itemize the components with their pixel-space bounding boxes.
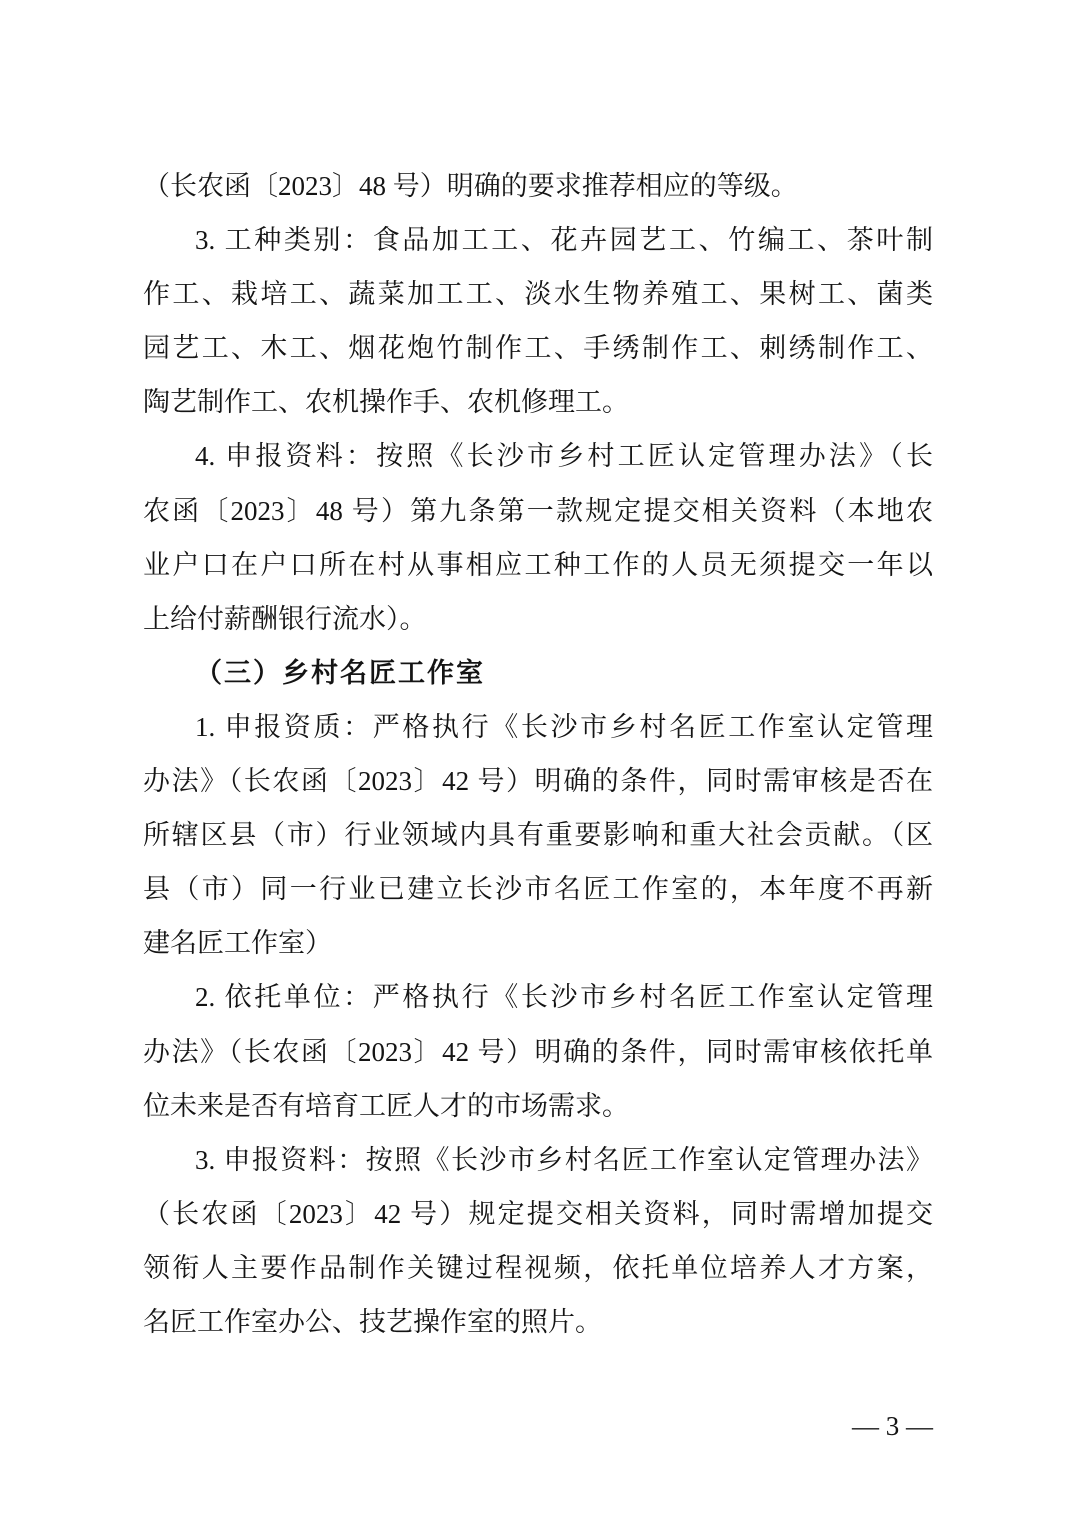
- text-line: 位未来是否有培育工匠人才的市场需求。: [143, 1090, 629, 1121]
- text-line: （长农函〔2023〕42 号）规定提交相关资料，同时需增加提交: [143, 1198, 933, 1229]
- text-line: 农函〔2023〕48 号）第九条第一款规定提交相关资料（本地农: [143, 495, 933, 526]
- text-line: 3. 工种类别：食品加工工、花卉园艺工、竹编工、茶叶制: [195, 225, 933, 256]
- text-line: 办法》（长农函〔2023〕42 号）明确的条件，同时需审核依托单: [143, 1036, 933, 1067]
- text-line: 领衔人主要作品制作关键过程视频，依托单位培养人才方案，: [143, 1252, 933, 1283]
- text-line: 业户口在户口所在村从事相应工种工作的人员无须提交一年以: [143, 549, 933, 580]
- text-line: 名匠工作室办公、技艺操作室的照片。: [143, 1306, 602, 1337]
- text-line: 作工、栽培工、蔬菜加工工、淡水生物养殖工、果树工、菌类: [143, 279, 933, 310]
- text-line: 所辖区县（市）行业领域内具有重要影响和重大社会贡献。（区: [143, 820, 933, 851]
- text-line: 建名匠工作室）: [143, 928, 332, 959]
- text-line: 4. 申报资料：按照《长沙市乡村工匠认定管理办法》（长: [195, 441, 933, 472]
- text-line: 1. 申报资质：严格执行《长沙市乡村名匠工作室认定管理: [195, 711, 933, 742]
- page-number: — 3 —: [852, 1411, 933, 1441]
- text-line: 3. 申报资料：按照《长沙市乡村名匠工作室认定管理办法》: [195, 1144, 933, 1175]
- text-line: 陶艺制作工、农机操作手、农机修理工。: [143, 387, 629, 418]
- text-line: 办法》（长农函〔2023〕42 号）明确的条件，同时需审核是否在: [143, 766, 933, 797]
- document-body: [143, 159, 933, 1349]
- text-line: 园艺工、木工、烟花炮竹制作工、手绣制作工、刺绣制作工、: [143, 333, 933, 364]
- text-line: 上给付薪酬银行流水）。: [143, 603, 427, 634]
- text-line: 2. 依托单位：严格执行《长沙市乡村名匠工作室认定管理: [195, 982, 933, 1013]
- text-line: （长农函〔2023〕48 号）明确的要求推荐相应的等级。: [143, 171, 798, 201]
- text-line: 县（市）同一行业已建立长沙市名匠工作室的，本年度不再新: [143, 874, 933, 905]
- section-heading: （三）乡村名匠工作室: [195, 657, 485, 688]
